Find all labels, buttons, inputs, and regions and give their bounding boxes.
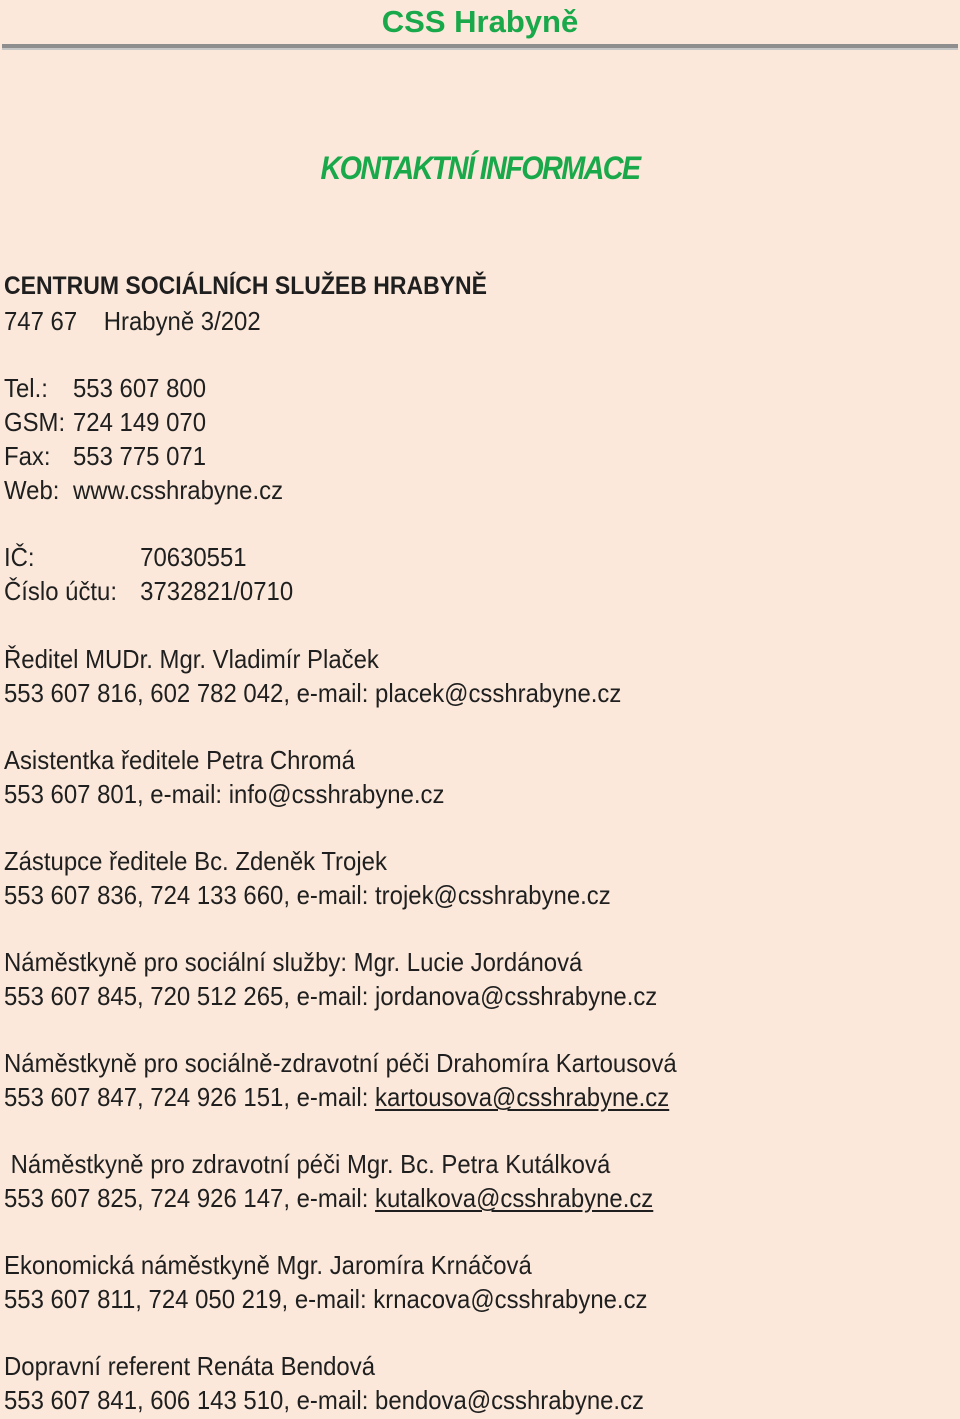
email-link[interactable]: kartousova@csshrabyne.cz (375, 1082, 670, 1112)
organization-name: CENTRUM SOCIÁLNÍCH SLUŽEB HRABYNĚ (4, 272, 487, 300)
person-role: Ekonomická náměstkyně Mgr. Jaromíra Krnáčová (4, 1250, 532, 1280)
gsm-value: 724 149 070 (73, 407, 207, 437)
web-link[interactable]: www.csshrabyne.cz (73, 475, 284, 505)
fax-value: 553 775 071 (73, 441, 207, 471)
person-contact: 553 607 845, 720 512 265, e-mail: jordanova@csshrabyne.cz (4, 981, 658, 1011)
tel-row (4, 371, 206, 405)
account-value: 3732821/0710 (140, 576, 294, 606)
person-contact (4, 1080, 669, 1114)
fax-row (4, 439, 206, 473)
person-contact: 553 607 811, 724 050 219, e-mail: krnacova@csshrabyne.cz (4, 1284, 648, 1314)
fax-label: Fax: (4, 441, 51, 471)
person-contact: 553 607 841, 606 143 510, e-mail: bendova@csshrabyne.cz (4, 1385, 644, 1415)
organization-address: 747 67 Hrabyně 3/202 (4, 306, 261, 336)
gsm-label: GSM: (4, 407, 66, 437)
header-divider (2, 44, 958, 50)
person-role: Náměstkyně pro sociální služby: Mgr. Lucie Jordánová (4, 947, 583, 977)
account-row (4, 574, 293, 608)
person-role: Asistentka ředitele Petra Chromá (4, 745, 355, 775)
web-label: Web: (4, 475, 60, 505)
person-contact: 553 607 816, 602 782 042, e-mail: placek@csshrabyne.cz (4, 678, 622, 708)
person-role: Ředitel MUDr. Mgr. Vladimír Plaček (4, 644, 379, 674)
ic-value: 70630551 (140, 542, 247, 572)
section-title: KONTAKTNÍ INFORMACE (320, 150, 640, 186)
email-link[interactable]: kutalkova@csshrabyne.cz (375, 1183, 654, 1213)
tel-label: Tel.: (4, 373, 48, 403)
account-label: Číslo účtu: (4, 576, 118, 606)
person-role: Zástupce ředitele Bc. Zdeněk Trojek (4, 846, 387, 876)
ic-row (4, 540, 247, 574)
person-contact-prefix: 553 607 847, 724 926 151, e-mail: (4, 1082, 376, 1112)
person-role: Náměstkyně pro sociálně-zdravotní péči Drahomíra Kartousová (4, 1048, 677, 1078)
person-contact (4, 1181, 653, 1215)
web-row (4, 473, 283, 507)
ic-label: IČ: (4, 542, 35, 572)
person-role: Dopravní referent Renáta Bendová (4, 1351, 376, 1381)
person-contact: 553 607 801, e-mail: info@csshrabyne.cz (4, 779, 445, 809)
tel-value: 553 607 800 (73, 373, 207, 403)
gsm-row (4, 405, 206, 439)
header-title: CSS Hrabyně (381, 4, 579, 39)
person-contact: 553 607 836, 724 133 660, e-mail: trojek@csshrabyne.cz (4, 880, 611, 910)
person-role: Náměstkyně pro zdravotní péči Mgr. Bc. Petra Kutálková (4, 1149, 611, 1179)
person-contact-prefix: 553 607 825, 724 926 147, e-mail: (4, 1183, 376, 1213)
